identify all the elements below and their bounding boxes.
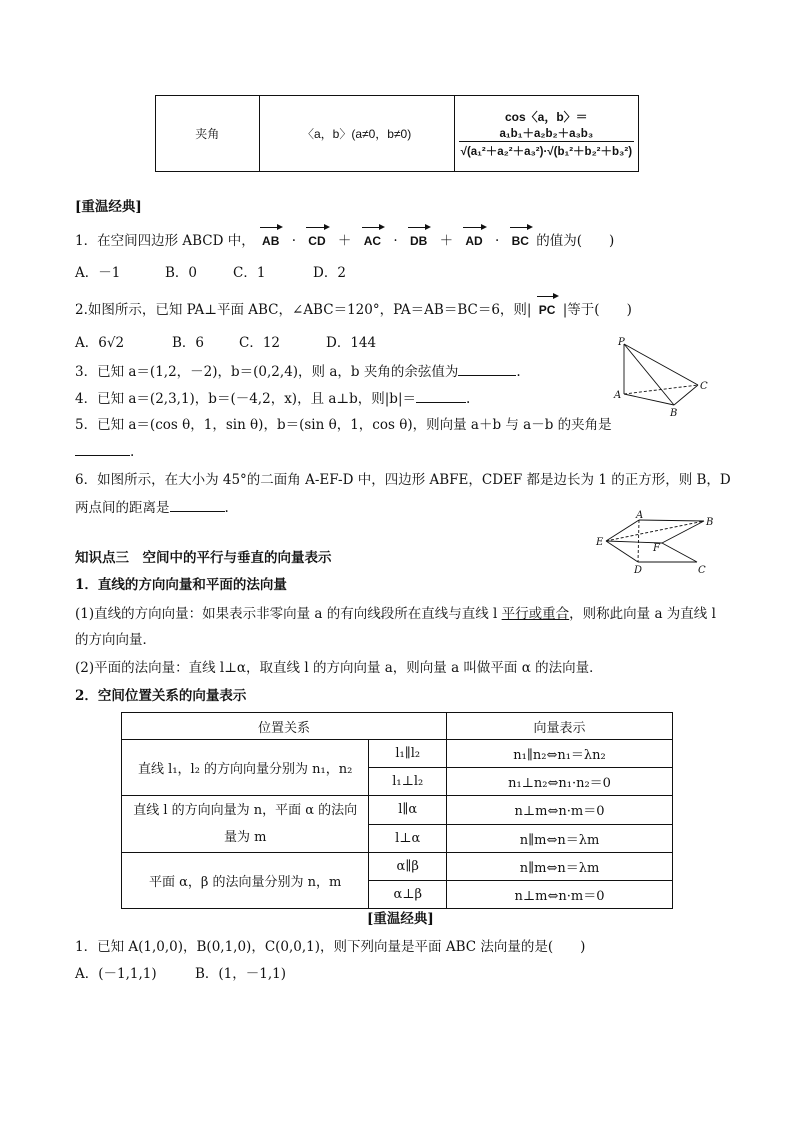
option: B．6	[172, 335, 205, 351]
answer-blank	[170, 497, 225, 512]
option: A．－1	[75, 265, 121, 281]
review-heading-2: [重温经典]	[367, 911, 434, 927]
q5-text: 5．已知 a＝(cos θ，1，sin θ)，b＝(sin θ，1，cos θ)，则向量 a＋b 与 a－b 的夹角是	[75, 417, 612, 433]
label-c: C	[698, 565, 706, 576]
q3-text: 3．已知 a＝(1,2，－2)，b＝(0,2,4)，则 a，b 夹角的余弦值为	[75, 364, 459, 380]
option: B．(1，－1,1)	[195, 966, 287, 982]
label-e: E	[596, 537, 604, 548]
option: B．0	[165, 265, 198, 281]
answer-blank	[75, 441, 130, 456]
angle-formula-table	[155, 95, 639, 172]
q4-end: .	[466, 391, 471, 407]
label-p: P	[618, 337, 625, 348]
header-vector: 向量表示	[447, 713, 673, 740]
q2-prefix: 2.如图所示，已知 PA⊥平面 ABC，∠ABC＝120°，PA＝AB＝BC＝6，则|	[75, 302, 532, 318]
group-desc	[122, 796, 369, 852]
q2-suffix: |等于( )	[562, 302, 632, 318]
question-6-line2	[75, 497, 229, 518]
p1-text-a: (1)直线的方向向量：如果表示非零向量 a 的有向线段所在直线与直线 l	[75, 606, 502, 622]
subsection-2: 2．空间位置关系的向量表示	[75, 688, 247, 704]
group-desc-line1: 直线 l 的方向向量为 n，平面 α 的法向	[133, 803, 358, 819]
q4-text: 4．已知 a＝(2,3,1)，b＝(－4,2，x)，且 a⊥b，则|b|＝	[75, 391, 416, 407]
question-5-line2	[75, 441, 134, 462]
q6-end: .	[224, 500, 229, 516]
relation-cell: α∥β	[369, 852, 447, 880]
vector-cell: n₁∥n₂⇔n₁＝λn₂	[447, 740, 673, 768]
relation-table	[121, 712, 673, 909]
label-a: A	[614, 390, 622, 401]
option: C．12	[239, 335, 281, 351]
vector-cell: n∥m⇔n＝λm	[447, 852, 673, 880]
q1-options	[75, 263, 346, 283]
pyramid-figure	[612, 336, 717, 418]
question-2	[75, 300, 632, 320]
dot-op: ·	[291, 233, 296, 249]
label-b: B	[670, 408, 678, 418]
question-1	[75, 231, 614, 251]
cosine-fraction	[459, 125, 634, 159]
paragraph-1-line2: 的方向向量．	[75, 632, 156, 648]
question-4	[75, 388, 470, 409]
label-b: B	[706, 517, 714, 528]
cosine-denominator: √(a₁²＋a₂²＋a₃²)·√(b₁²＋b₂²＋b₃²)	[460, 146, 633, 158]
answer-blank	[458, 361, 516, 376]
q3-end: .	[516, 364, 521, 380]
section-title: 知识点三 空间中的平行与垂直的向量表示	[75, 550, 332, 566]
cosine-formula-head: cos〈a，b〉＝	[504, 110, 588, 124]
option: D．144	[326, 335, 377, 351]
label-f: F	[653, 543, 660, 554]
dot-op: ·	[495, 233, 500, 249]
question-5	[75, 415, 612, 435]
relation-cell: l⊥α	[369, 824, 447, 852]
plus-op: ＋	[439, 233, 454, 249]
vector-pc: PC	[536, 300, 559, 320]
dihedral-figure	[594, 510, 724, 578]
paragraph-1	[75, 604, 716, 624]
vector-cell: n₁⊥n₂⇔n₁·n₂＝0	[447, 768, 673, 796]
review2-question-1: 1．已知 A(1,0,0)，B(0,1,0)，C(0,0,1)，则下列向量是平面 ABC 法向量的是( )	[75, 939, 586, 955]
group-desc: 平面 α，β 的法向量分别为 n，m	[122, 852, 369, 908]
angle-label-cell: 夹角	[156, 96, 260, 172]
header-relation: 位置关系	[122, 713, 447, 740]
q6-text: 两点间的距离是	[75, 500, 170, 516]
vector-cd: CD	[305, 231, 328, 251]
option: C．1	[233, 265, 266, 281]
angle-notation-cell: 〈a，b〉(a≠0，b≠0)	[259, 96, 454, 172]
q5-end: .	[130, 444, 135, 460]
relation-cell: l₁⊥l₂	[369, 768, 447, 796]
p1-text-b: ，则称此向量 a 为直线 l	[569, 606, 716, 622]
label-d: D	[634, 565, 643, 576]
group-desc: 直线 l₁，l₂ 的方向向量分别为 n₁，n₂	[122, 740, 369, 796]
vector-bc: BC	[509, 231, 532, 251]
label-a: A	[636, 510, 644, 521]
answer-blank	[416, 388, 466, 403]
review-heading: [重温经典]	[75, 199, 142, 215]
group-desc-line2: 量为 m	[223, 830, 267, 846]
review2-options	[75, 964, 286, 984]
cosine-formula-cell	[454, 96, 638, 172]
vector-cell: n⊥m⇔n·m＝0	[447, 880, 673, 908]
plus-op: ＋	[337, 233, 352, 249]
vector-ab: AB	[259, 231, 282, 251]
q2-options	[75, 333, 376, 353]
q1-suffix: 的值为( )	[536, 233, 615, 249]
paragraph-2: (2)平面的法向量：直线 l⊥α，取直线 l 的方向向量 a，则向量 a 叫做平面 α 的法向量．	[75, 660, 603, 676]
q1-prefix: 1．在空间四边形 ABCD 中，	[75, 233, 255, 249]
subsection-1: 1．直线的方向向量和平面的法向量	[75, 577, 287, 593]
option: D．2	[313, 265, 346, 281]
vector-ac: AC	[361, 231, 384, 251]
relation-cell: l∥α	[369, 796, 447, 824]
p1-underlined: 平行或重合	[501, 606, 570, 622]
vector-cell: n⊥m⇔n·m＝0	[447, 796, 673, 824]
vector-ad: AD	[462, 231, 485, 251]
option: A．6√2	[75, 335, 125, 351]
label-c: C	[700, 381, 708, 392]
vector-cell: n∥m⇔n＝λm	[447, 824, 673, 852]
dot-op: ·	[393, 233, 398, 249]
relation-cell: α⊥β	[369, 880, 447, 908]
question-6: 6．如图所示，在大小为 45°的二面角 A-EF-D 中，四边形 ABFE，CDEF 都是边长为 1 的正方形，则 B，D	[75, 472, 731, 488]
option: A．(－1,1,1)	[75, 966, 157, 982]
relation-cell: l₁∥l₂	[369, 740, 447, 768]
cosine-numerator: a₁b₁＋a₂b₂＋a₃b₃	[459, 125, 634, 142]
question-3	[75, 361, 521, 382]
vector-db: DB	[407, 231, 430, 251]
